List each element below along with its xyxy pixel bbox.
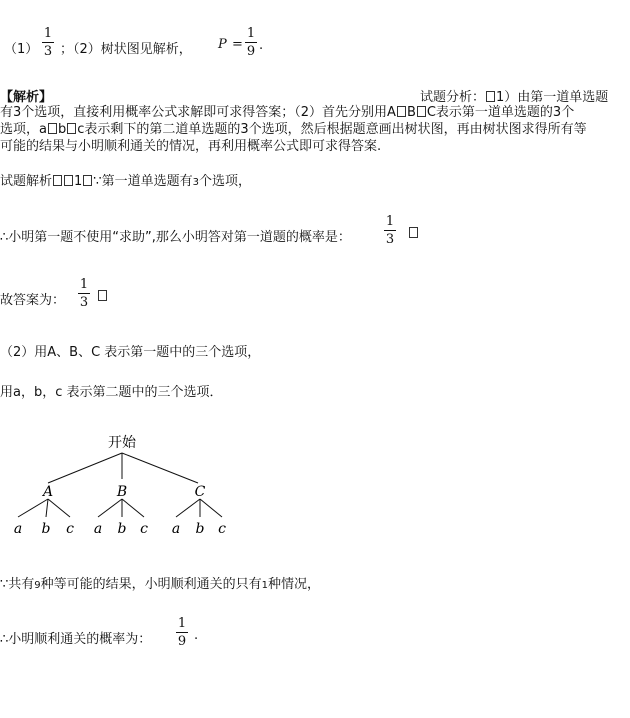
solution-intro: 试题解析 1 ∵第一道单选题有3个选项， xyxy=(0,174,251,189)
part2-line-b: 用a，b，c 表示第二题中的三个选项． xyxy=(0,385,223,400)
prob-fraction: 1 3 xyxy=(385,214,395,247)
tree-leaf-B-a: a xyxy=(93,521,103,537)
tree-diagram xyxy=(0,425,260,545)
conclusion-line-2: ∴小明顺利通关的概率为： xyxy=(0,632,152,647)
tree-leaf-A-a: a xyxy=(13,521,23,537)
placeholder-box-icon xyxy=(83,175,92,186)
answer-fraction: 1 3 xyxy=(79,277,89,310)
final-fraction: 1 9 xyxy=(177,616,187,649)
placeholder-box-icon xyxy=(48,123,57,134)
placeholder-box-icon xyxy=(98,290,107,301)
tree-leaf-C-c: c xyxy=(218,521,226,537)
placeholder-box-icon xyxy=(67,123,76,134)
answer-line xyxy=(4,38,38,57)
conclusion-line-1: ∵共有9种等可能的结果，小明顺利通关的只有1种情况， xyxy=(0,577,321,592)
answer-sep: ；（2）树状图见解析， xyxy=(60,42,192,57)
final-end: . xyxy=(194,628,199,643)
placeholder-box-icon xyxy=(53,175,62,186)
part2-intro: （2）用A、B、C 表示第一题中的三个选项， xyxy=(0,345,261,360)
analysis-line-3: 可能的结果与小明顺利通关的情况，再利用概率公式即可求得答案. xyxy=(0,139,382,154)
tree-node-B: B xyxy=(116,484,128,500)
tree-leaf-A-c: c xyxy=(66,521,74,537)
analysis-intro-right: 试题分析： 1）由第一道单选题 xyxy=(420,90,609,105)
analysis-line-2: 选项，a b c表示剩下的第二道单选题的3个选项，然后根据题意画出树状图，再由树状图求得所有等 xyxy=(0,122,587,137)
prob-line: ∴小明第一题不使用“求助”,那么小明答对第一道题的概率是： xyxy=(0,230,351,245)
tree-root: 开始 xyxy=(108,435,136,451)
tree-leaf-B-b: b xyxy=(117,521,127,537)
placeholder-box-icon xyxy=(409,227,418,238)
analysis-line-1: 有3个选项，直接利用概率公式求解即可求得答案；（2）首先分别用A B C表示第一道单选题的3个 xyxy=(0,105,575,120)
answer-label: 故答案为： xyxy=(0,293,66,308)
placeholder-box-icon xyxy=(64,175,73,186)
tree-leaf-A-b: b xyxy=(41,521,51,537)
answer-end: . xyxy=(259,38,264,53)
part1-label: （1） xyxy=(4,42,39,57)
p-variable: P xyxy=(218,37,227,52)
tree-node-A: A xyxy=(42,484,54,500)
tree-leaf-C-a: a xyxy=(171,521,181,537)
tree-leaf-C-b: b xyxy=(195,521,205,537)
equals-sign: = xyxy=(232,37,243,52)
analysis-heading: 【解析】 xyxy=(0,90,53,105)
part2-fraction: 1 9 xyxy=(246,26,256,59)
placeholder-box-icon xyxy=(397,106,406,117)
tree-node-C: C xyxy=(194,484,206,500)
tree-leaf-B-c: c xyxy=(140,521,148,537)
placeholder-box-icon xyxy=(417,106,426,117)
part1-fraction: 1 3 xyxy=(43,26,53,59)
